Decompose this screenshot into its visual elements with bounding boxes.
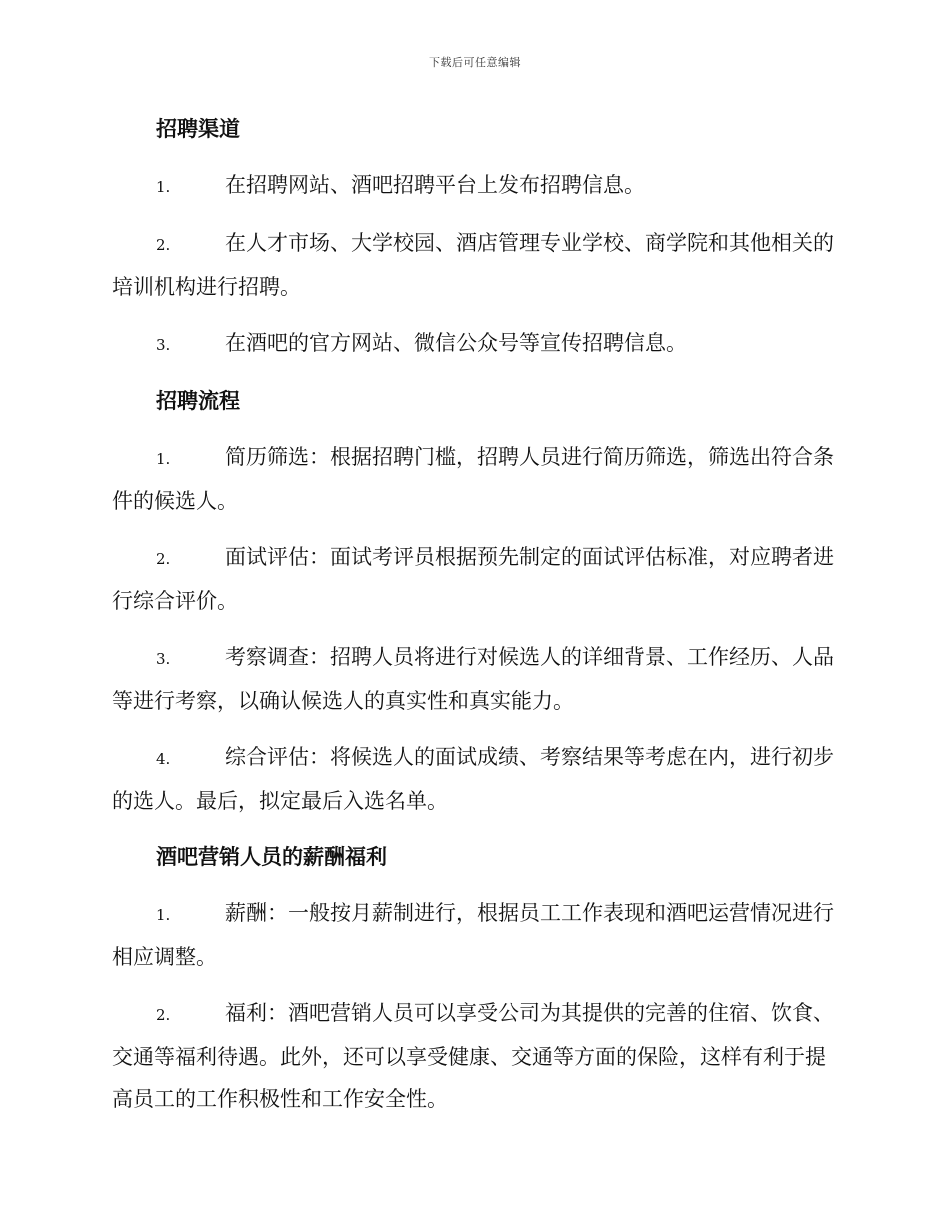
list-item [112, 992, 838, 1120]
document-body [112, 108, 838, 1134]
item-number: 2. [156, 236, 171, 254]
list-item [112, 322, 838, 366]
section-heading: 招聘流程 [156, 388, 240, 413]
list-item [112, 736, 838, 822]
item-text: 薪酬：一般按月薪制进行，根据员工工作表现和酒吧运营情况进行相应调整。 [112, 901, 834, 969]
section-heading: 酒吧营销人员的薪酬福利 [156, 844, 387, 869]
section-recruitment-channels [112, 108, 838, 366]
item-number: 2. [156, 550, 171, 568]
item-text: 在人才市场、大学校园、酒店管理专业学校、商学院和其他相关的培训机构进行招聘。 [112, 231, 834, 299]
item-number: 3. [156, 336, 171, 354]
item-text: 考察调查：招聘人员将进行对候选人的详细背景、工作经历、人品等进行考察，以确认候选人的真实性和真实能力。 [112, 645, 834, 713]
item-text: 在招聘网站、酒吧招聘平台上发布招聘信息。 [225, 173, 645, 197]
item-text: 面试评估：面试考评员根据预先制定的面试评估标准，对应聘者进行综合评价。 [112, 545, 834, 613]
section-recruitment-process [112, 380, 838, 822]
item-text: 在酒吧的官方网站、微信公众号等宣传招聘信息。 [225, 331, 687, 355]
item-number: 2. [156, 1006, 171, 1024]
item-number: 1. [156, 906, 171, 924]
list-item [112, 164, 838, 208]
item-number: 4. [156, 750, 171, 768]
page-header: 下载后可任意编辑 [429, 56, 521, 69]
item-text: 简历筛选：根据招聘门槛，招聘人员进行简历筛选，筛选出符合条件的候选人。 [112, 445, 834, 513]
list-item [112, 536, 838, 622]
item-number: 1. [156, 178, 171, 196]
list-item [112, 436, 838, 522]
list-item [112, 636, 838, 722]
item-text: 福利：酒吧营销人员可以享受公司为其提供的完善的住宿、饮食、交通等福利待遇。此外，还可以享受健康、交通等方面的保险，这样有利于提高员工的工作积极性和工作安全性。 [112, 1001, 834, 1111]
item-number: 3. [156, 650, 171, 668]
item-text: 综合评估：将候选人的面试成绩、考察结果等考虑在内，进行初步的选人。最后，拟定最后入选名单。 [112, 745, 834, 813]
item-number: 1. [156, 450, 171, 468]
list-item [112, 892, 838, 978]
list-item [112, 222, 838, 308]
section-heading: 招聘渠道 [156, 116, 240, 141]
section-compensation-benefits [112, 836, 838, 1120]
